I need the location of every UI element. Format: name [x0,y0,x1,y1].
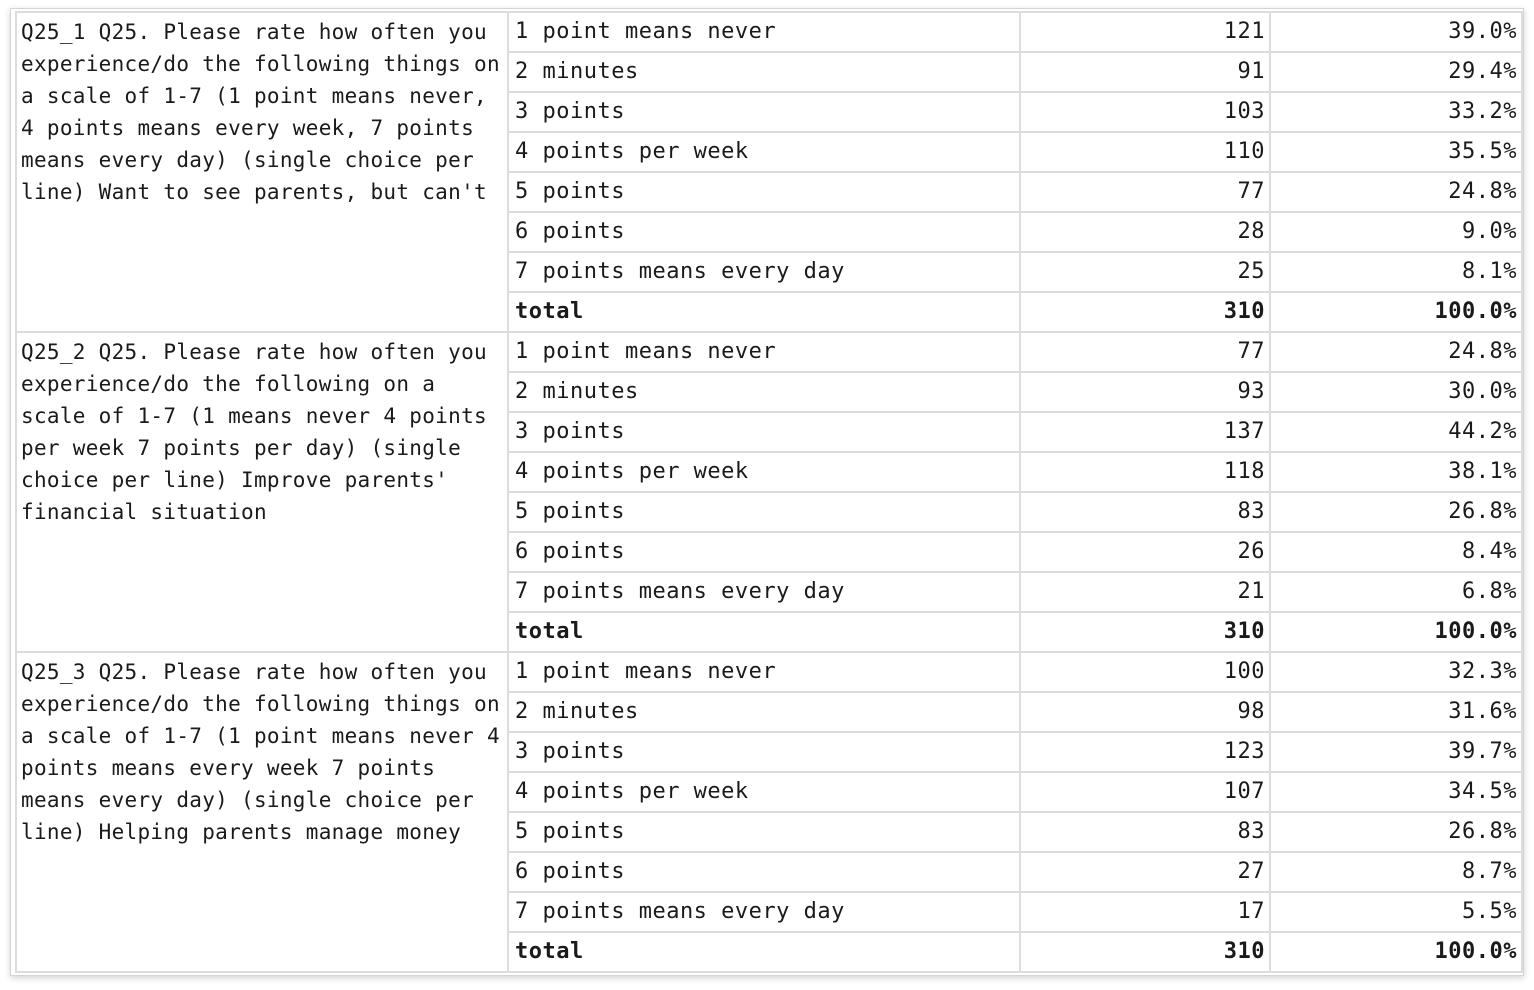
option-cell[interactable]: 3 points [508,92,1020,132]
count-cell[interactable]: 107 [1020,772,1270,812]
option-cell[interactable]: 4 points per week [508,772,1020,812]
option-cell[interactable]: 6 points [508,852,1020,892]
percent-cell[interactable]: 6.8% [1270,572,1522,612]
count-cell[interactable]: 118 [1020,452,1270,492]
table-row [16,332,1522,372]
total-label-cell[interactable]: total [508,292,1020,332]
percent-cell[interactable]: 8.1% [1270,252,1522,292]
option-cell[interactable]: 6 points [508,532,1020,572]
option-cell[interactable]: 7 points means every day [508,252,1020,292]
count-cell[interactable]: 103 [1020,92,1270,132]
count-cell[interactable]: 100 [1020,652,1270,692]
percent-cell[interactable]: 24.8% [1270,172,1522,212]
option-cell[interactable]: 5 points [508,812,1020,852]
option-cell[interactable]: 3 points [508,732,1020,772]
option-cell[interactable]: 7 points means every day [508,892,1020,932]
total-count-cell[interactable]: 310 [1020,612,1270,652]
question-cell[interactable]: Q25_3 Q25. Please rate how often you experience/do the following things on a scale of 1-7 (1 point means never 4 points means every week 7 points means every day) (single choice per line) Helping parents manage money [16,652,508,972]
count-cell[interactable]: 98 [1020,692,1270,732]
count-cell[interactable]: 121 [1020,12,1270,52]
count-cell[interactable]: 123 [1020,732,1270,772]
total-percent-cell[interactable]: 100.0% [1270,932,1522,972]
option-cell[interactable]: 1 point means never [508,12,1020,52]
count-cell[interactable]: 26 [1020,532,1270,572]
percent-cell[interactable]: 35.5% [1270,132,1522,172]
option-cell[interactable]: 5 points [508,172,1020,212]
percent-cell[interactable]: 9.0% [1270,212,1522,252]
percent-cell[interactable]: 39.0% [1270,12,1522,52]
count-cell[interactable]: 91 [1020,52,1270,92]
table-row [16,12,1522,52]
count-cell[interactable]: 21 [1020,572,1270,612]
option-cell[interactable]: 6 points [508,212,1020,252]
option-cell[interactable]: 1 point means never [508,332,1020,372]
count-cell[interactable]: 77 [1020,172,1270,212]
percent-cell[interactable]: 34.5% [1270,772,1522,812]
option-cell[interactable]: 4 points per week [508,452,1020,492]
question-cell[interactable]: Q25_2 Q25. Please rate how often you experience/do the following on a scale of 1-7 (1 means never 4 points per week 7 points per day) (single choice per line) Improve parents' financial situation [16,332,508,652]
option-cell[interactable]: 4 points per week [508,132,1020,172]
count-cell[interactable]: 93 [1020,372,1270,412]
count-cell[interactable]: 110 [1020,132,1270,172]
percent-cell[interactable]: 30.0% [1270,372,1522,412]
percent-cell[interactable]: 26.8% [1270,492,1522,532]
percent-cell[interactable]: 8.7% [1270,852,1522,892]
total-count-cell[interactable]: 310 [1020,292,1270,332]
option-cell[interactable]: 3 points [508,412,1020,452]
count-cell[interactable]: 28 [1020,212,1270,252]
total-count-cell[interactable]: 310 [1020,932,1270,972]
count-cell[interactable]: 83 [1020,812,1270,852]
percent-cell[interactable]: 39.7% [1270,732,1522,772]
percent-cell[interactable]: 5.5% [1270,892,1522,932]
percent-cell[interactable]: 32.3% [1270,652,1522,692]
percent-cell[interactable]: 33.2% [1270,92,1522,132]
option-cell[interactable]: 1 point means never [508,652,1020,692]
count-cell[interactable]: 27 [1020,852,1270,892]
percent-cell[interactable]: 24.8% [1270,332,1522,372]
option-cell[interactable]: 2 minutes [508,52,1020,92]
percent-cell[interactable]: 26.8% [1270,812,1522,852]
total-percent-cell[interactable]: 100.0% [1270,612,1522,652]
spreadsheet-sheet [10,8,1524,976]
total-label-cell[interactable]: total [508,612,1020,652]
option-cell[interactable]: 2 minutes [508,692,1020,732]
percent-cell[interactable]: 44.2% [1270,412,1522,452]
percent-cell[interactable]: 31.6% [1270,692,1522,732]
percent-cell[interactable]: 29.4% [1270,52,1522,92]
count-cell[interactable]: 137 [1020,412,1270,452]
count-cell[interactable]: 17 [1020,892,1270,932]
count-cell[interactable]: 83 [1020,492,1270,532]
option-cell[interactable]: 7 points means every day [508,572,1020,612]
table-row [16,652,1522,692]
frequency-table [15,11,1523,973]
option-cell[interactable]: 5 points [508,492,1020,532]
question-cell[interactable]: Q25_1 Q25. Please rate how often you experience/do the following things on a scale of 1-7 (1 point means never, 4 points means every week, 7 points means every day) (single choice per line) Want to see parents, but can't [16,12,508,332]
total-percent-cell[interactable]: 100.0% [1270,292,1522,332]
percent-cell[interactable]: 38.1% [1270,452,1522,492]
option-cell[interactable]: 2 minutes [508,372,1020,412]
count-cell[interactable]: 77 [1020,332,1270,372]
count-cell[interactable]: 25 [1020,252,1270,292]
percent-cell[interactable]: 8.4% [1270,532,1522,572]
total-label-cell[interactable]: total [508,932,1020,972]
